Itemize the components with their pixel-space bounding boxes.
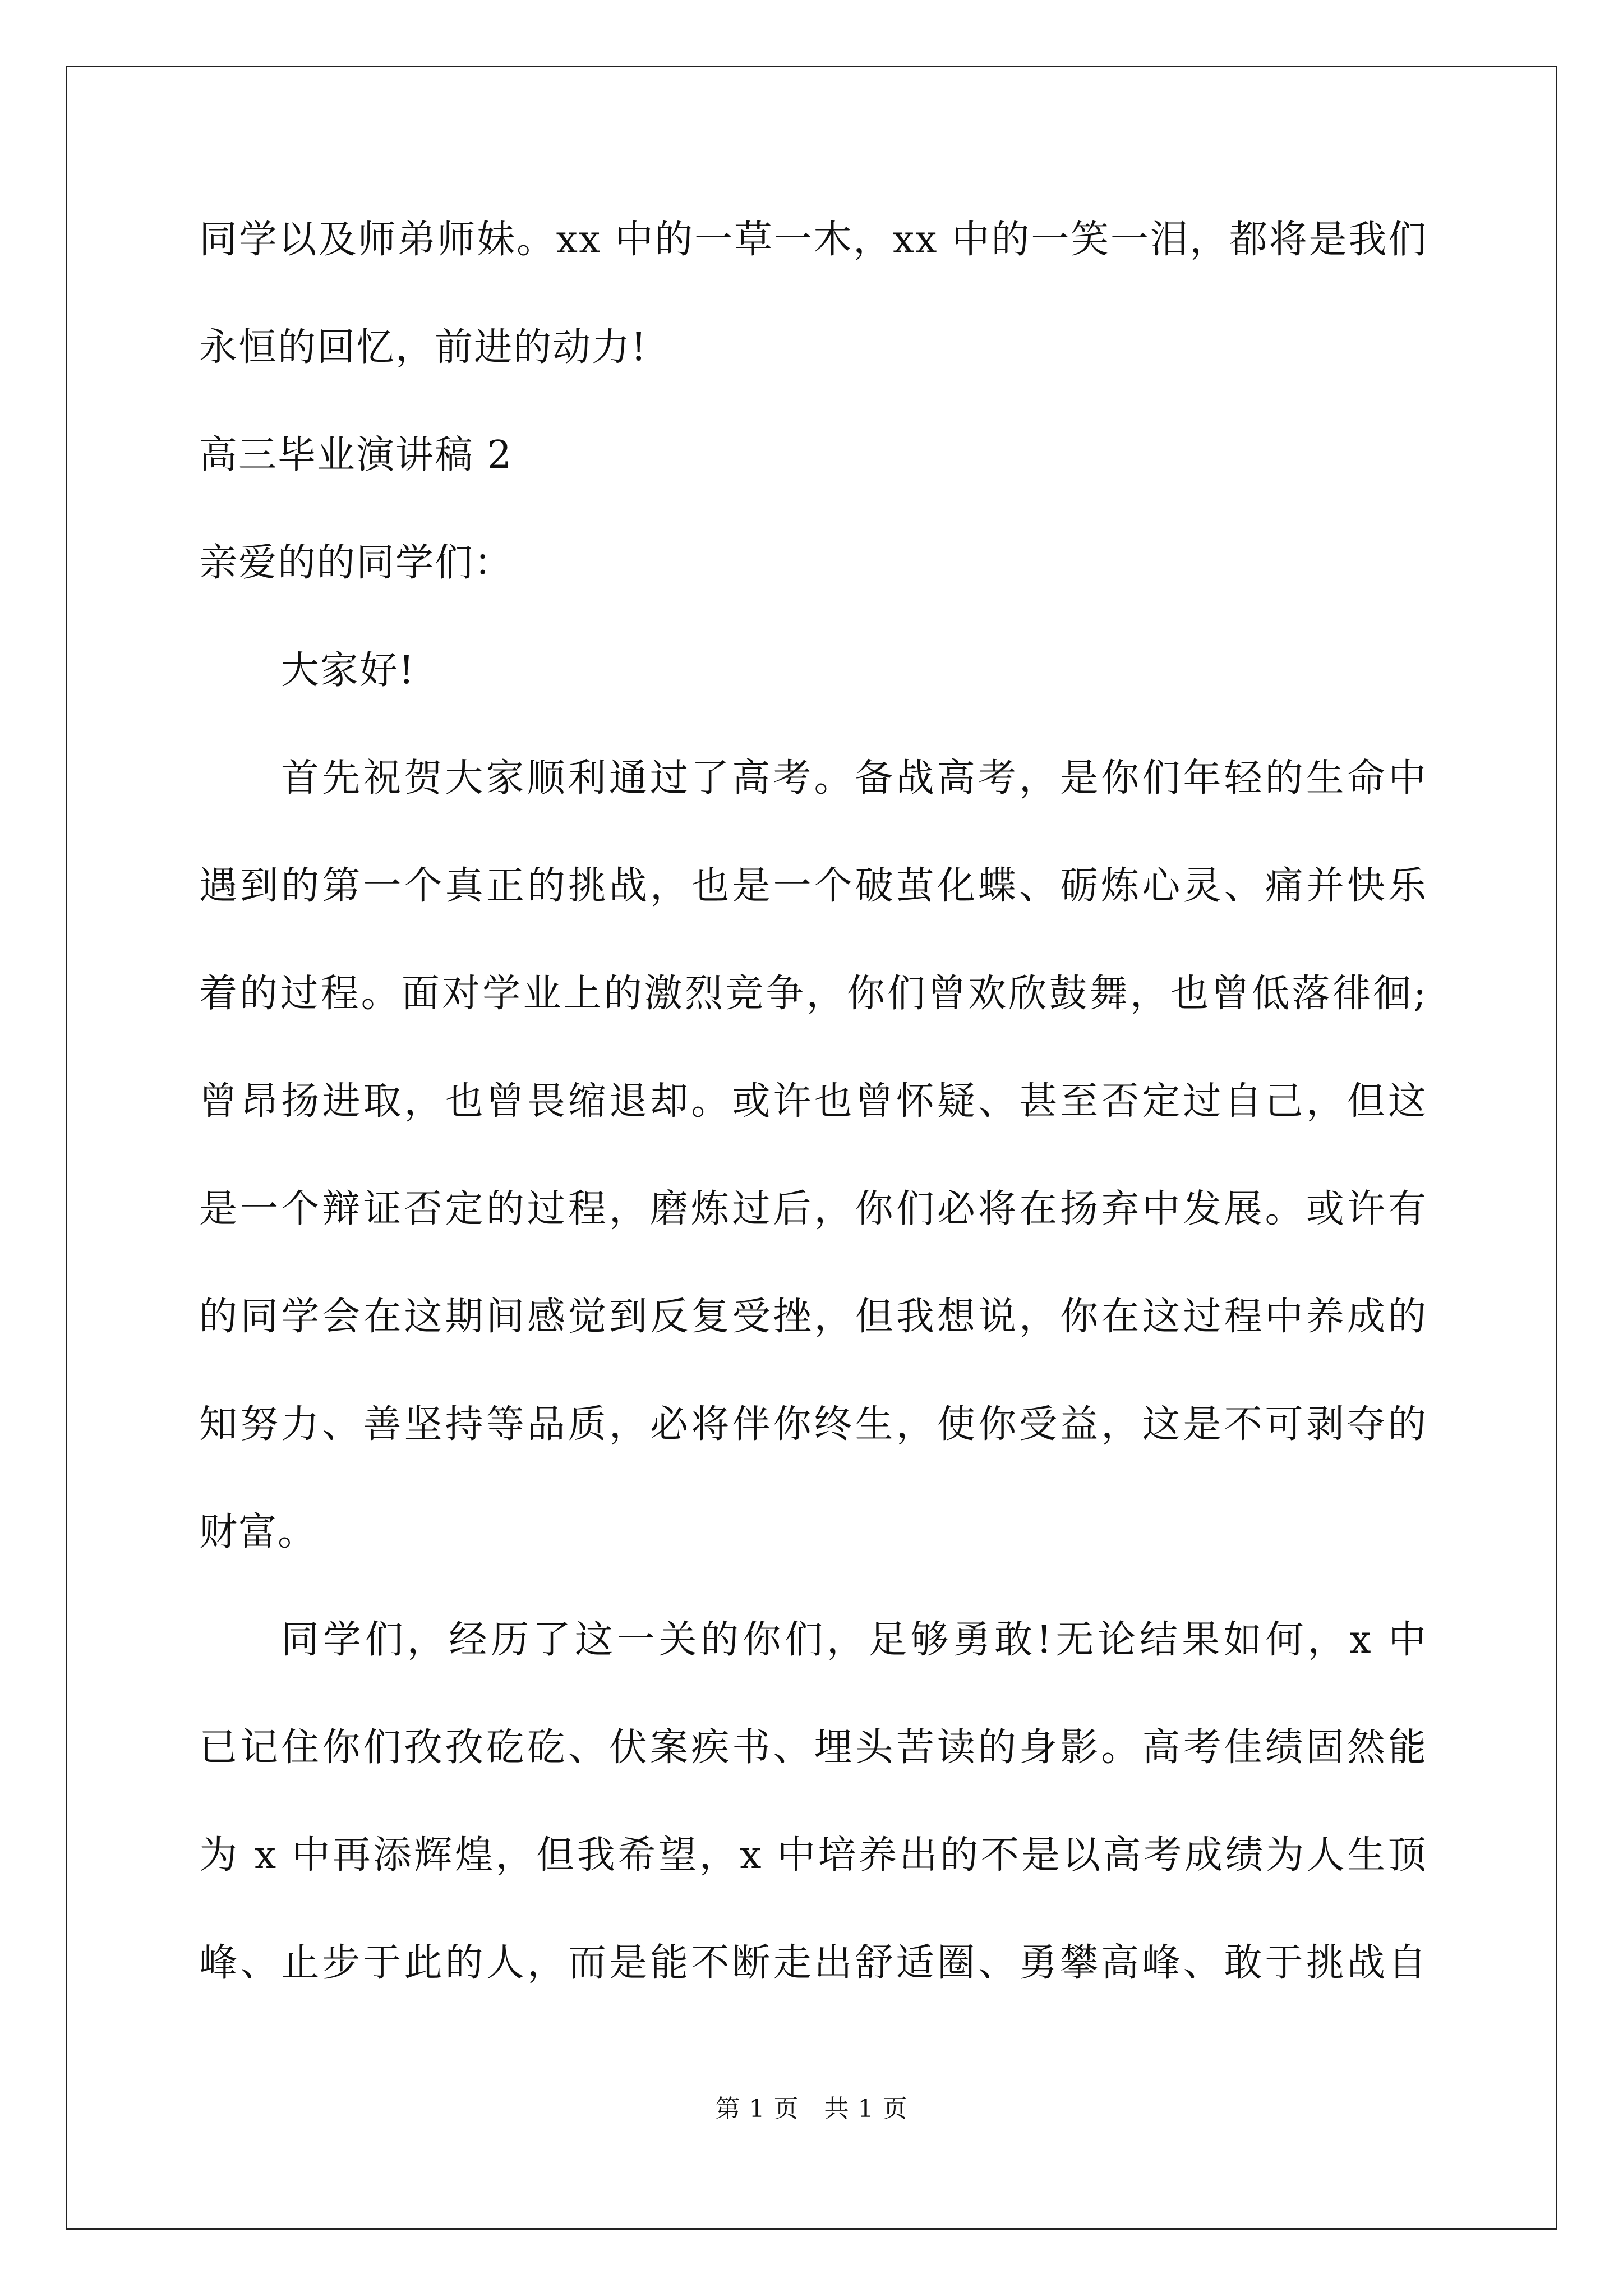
text-line: 是一个辩证否定的过程，磨炼过后，你们必将在扬弃中发展。或许有 [199,1187,1427,1231]
greeting: 大家好! [281,648,416,693]
text-line: 为 x 中再添辉煌，但我希望，x 中培养出的不是以高考成绩为人生顶 [199,1833,1427,1878]
salutation: 亲爱的的同学们： [199,541,514,585]
text-line: 曾昂扬进取，也曾畏缩退却。或许也曾怀疑、甚至否定过自己，但这 [199,1079,1427,1124]
text-line: 财富。 [199,1510,317,1554]
document-body [199,213,1427,2044]
text-line: 已记住你们孜孜矻矻、伏案疾书、埋头苦读的身影。高考佳绩固然能 [199,1726,1427,1770]
text-line: 着的过程。面对学业上的激烈竞争，你们曾欢欣鼓舞，也曾低落徘徊; [199,972,1427,1016]
text-line: 峰、止步于此的人，而是能不断走出舒适圈、勇攀高峰、敢于挑战自 [199,1941,1427,1985]
text-line: 遇到的第一个真正的挑战，也是一个破茧化蝶、砺炼心灵、痛并快乐 [199,864,1427,908]
page-number-footer: 第 1 页 共 1 页 [715,2095,908,2123]
section-heading: 高三毕业演讲稿 2 [199,433,513,477]
text-line: 永恒的回忆，前进的动力! [199,325,648,370]
text-line: 同学们，经历了这一关的你们，足够勇敢!无论结果如何，x 中 [281,1618,1427,1662]
text-line: 同学以及师弟师妹。xx 中的一草一木，xx 中的一笑一泪，都将是我们 [199,218,1427,262]
text-line: 首先祝贺大家顺利通过了高考。备战高考，是你们年轻的生命中 [281,756,1427,800]
text-line: 的同学会在这期间感觉到反复受挫，但我想说，你在这过程中养成的 [199,1295,1427,1339]
text-line: 知努力、善坚持等品质，必将伴你终生，使你受益，这是不可剥夺的 [199,1402,1427,1447]
